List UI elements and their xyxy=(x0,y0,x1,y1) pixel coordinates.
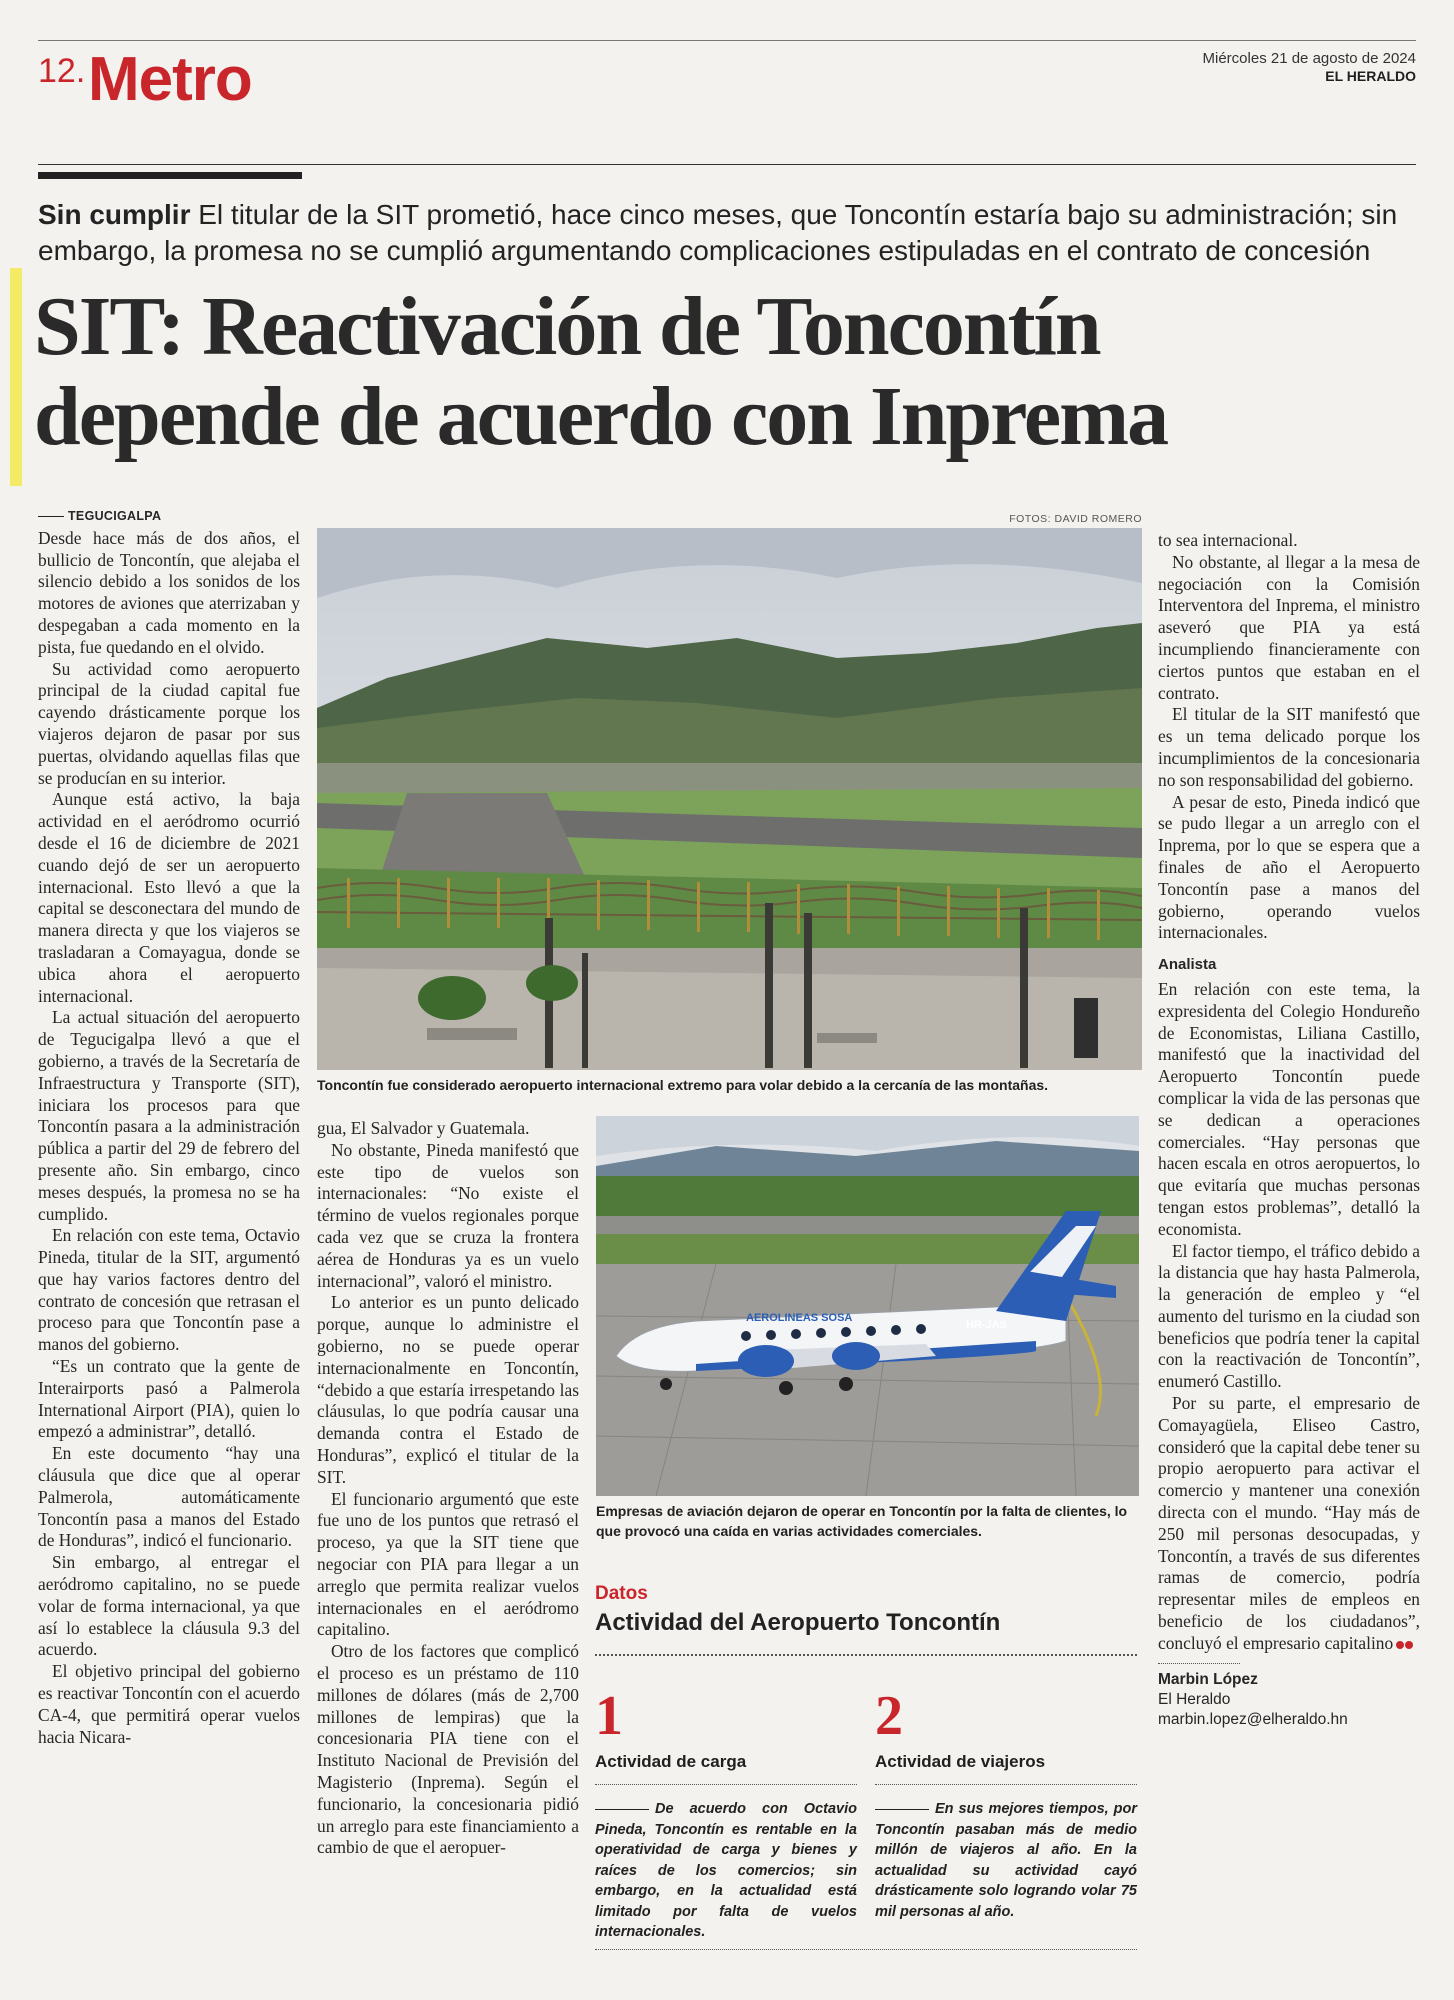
aircraft-registration: HR-JAS xyxy=(966,1319,1007,1331)
data-item-number: 2 xyxy=(875,1685,903,1747)
header-rule xyxy=(38,164,1416,165)
paragraph: Sin embargo, al entregar el aeródromo capitalino, no se puede volar de forma internacional, ya que así lo establece la cláusula 9.3 del acuerdo. xyxy=(38,1552,300,1660)
paragraph: Su actividad como aeropuerto principal de la ciudad capital fue cayendo drásticamente porque los viajeros dejaron de pasar por sus puertas, olvidando aquellas filas que se producían en su interior. xyxy=(38,658,300,788)
paragraph: to sea internacional. xyxy=(1158,530,1298,550)
data-item-passengers xyxy=(875,1685,1137,1922)
paragraph: En relación con este tema, la expresidenta del Colegio Hondureño de Economistas, Liliana Castillo, manifestó que la inactividad del Aeropuerto Toncontín puede complicar la vida de las personas que se dedican a operaciones comerciales. “Hay personas que hacen escala en otros aeropuertos, lo que evitaría que muchas personas tengan estos problemas”, detalló la economista. xyxy=(1158,978,1420,1239)
airline-livery-text: AEROLINEAS SOSA xyxy=(746,1312,853,1324)
paragraph: “Es un contrato que la gente de Interairports pasó a Palmerola International Airport (PIA), quien lo empezó a administrar”, detalló. xyxy=(38,1356,300,1442)
dateline: TEGUCIGALPA xyxy=(38,506,300,528)
byline xyxy=(1158,1670,1420,1730)
header-rule-bar xyxy=(38,172,302,179)
top-rule xyxy=(38,40,1416,41)
byline-outlet: El Heraldo xyxy=(1158,1690,1231,1708)
paragraph: A pesar de esto, Pineda indicó que se pudo llegar a un arreglo con el Inprema, por lo que se espera que a finales de año el Aeropuerto Toncontín pase a manos del gobierno, operando vuelos internacionales. xyxy=(1158,791,1420,943)
paragraph: El factor tiempo, el tráfico debido a la distancia que hay hasta Palmerola, la generación de empleo y “el aumento del turismo en la ciudad son beneficios que podría tener la capital con la reactivación de Toncontín”, enumeró Castillo. xyxy=(1158,1240,1420,1392)
paragraph: El titular de la SIT manifestó que es un tema delicado porque los incumplimientos de la concesionaria no son responsabilidad del gobierno. xyxy=(1158,704,1420,790)
byline-email[interactable]: marbin.lopez@elheraldo.hn xyxy=(1158,1710,1348,1728)
issue-date: Miércoles 21 de agosto de 2024 xyxy=(1202,50,1416,67)
newspaper-name: EL HERALDO xyxy=(1325,68,1416,84)
airport-runway-photo xyxy=(317,528,1142,1070)
paragraph: En este documento “hay una cláusula que dice que al operar Palmerola, automáticamente Toncontín pasa a manos del Estado de Honduras”, indicó el funcionario. xyxy=(38,1443,300,1551)
photo1-caption: Toncontín fue considerado aeropuerto internacional extremo para volar debido a la cercanía de las montañas. xyxy=(317,1077,1049,1093)
data-box-bottom-rule xyxy=(595,1949,1137,1950)
photo2-caption: Empresas de aviación dejaron de operar en Toncontín por la falta de clientes, lo que provocó una caída en varias actividades comerciales. xyxy=(596,1503,1128,1539)
data-item-title: Actividad de viajeros xyxy=(875,1752,1046,1771)
data-item-rule xyxy=(595,1784,857,1785)
paragraph: En relación con este tema, Octavio Pineda, titular de la SIT, argumentó que hay varios factores dentro del contrato de concesión que retrasan el proceso para que Toncontín pase a manos del gobierno. xyxy=(38,1225,300,1355)
paragraph xyxy=(1158,1393,1420,1655)
headline-line-2: depende de acuerdo con Inprema xyxy=(34,370,1168,463)
section-title: Metro xyxy=(88,45,252,114)
paragraph: gua, El Salvador y Guatemala. xyxy=(317,1118,530,1138)
byline-author: Marbin López xyxy=(1158,1670,1258,1688)
lead-text: El titular de la SIT prometió, hace cinco meses, que Toncontín estaría bajo su administración; sin embargo, la promesa no se cumplió argumentando complicaciones estipuladas en el contrato de concesión xyxy=(38,199,1398,266)
byline-rule xyxy=(1158,1663,1240,1664)
photo-credit: FOTOS: DAVID ROMERO xyxy=(1009,513,1142,525)
data-item-cargo xyxy=(595,1685,857,1943)
lead-kicker: Sin cumplir xyxy=(38,199,191,230)
data-box-rule xyxy=(595,1654,1137,1656)
end-mark-icon xyxy=(1396,1641,1404,1649)
data-item-rule xyxy=(875,1784,1137,1785)
paragraph: No obstante, Pineda manifestó que este tipo de vuelos son internacionales: “No existe el término de vuelos regionales porque cada vez que se cruza la frontera aérea de Honduras ya es un vuelo internacional”, valoró el ministro. xyxy=(317,1139,579,1291)
data-item-text: En sus mejores tiempos, por Toncontín pasaban más de medio millón de viajeros al año. En la actualidad su actividad cayó drásticamente solo logrando volar 75 mil personas al año. xyxy=(875,1799,1137,1922)
paragraph: Lo anterior es un punto delicado porque, aunque lo administre el gobierno, no se puede operar internacionalmente en Toncontín, “debido a que estaría irrespetando las cláusulas, lo que podría causar una demanda contra el Estado de Honduras”, explicó el titular de la SIT. xyxy=(317,1292,579,1487)
paragraph: Aunque está activo, la baja actividad en el aeródromo ocurrió desde el 16 de diciembre de 2021 cuando dejó de ser un aeropuerto internacional. Esto llevó a que la capital se desconectara del mundo de manera directa y que los viajeros se trasladaran a Comayagua, donde se ubica ahora el aeropuerto internacional. xyxy=(38,789,300,1006)
analyst-subhead: Analista xyxy=(1158,956,1217,974)
paragraph: El funcionario argumentó que este fue uno de los puntos que retrasó el proceso, ya que la SIT tiene que negociar con PIA para llegar a un arreglo que permita realizar vuelos internacionales en el aeródromo capitalino. xyxy=(317,1488,579,1640)
data-item-text: De acuerdo con Octavio Pineda, Toncontín es rentable en la operatividad de carga y bienes y raíces de los comercios; sin embargo, en la actualidad está limitado por falta de vuelos internacionales. xyxy=(595,1799,857,1943)
lead-summary xyxy=(38,197,1418,269)
article-column-4 xyxy=(1158,530,1420,1730)
airplane-photo xyxy=(596,1116,1139,1496)
data-item-number: 1 xyxy=(595,1685,623,1747)
headline-line-1: SIT: Reactivación de Toncontín xyxy=(34,280,1100,373)
page-number: 12. xyxy=(38,52,86,90)
headline xyxy=(34,282,1434,462)
paragraph-text: Por su parte, el empresario de Comayagüela, Eliseo Castro, consideró que la capital debe tener su propio aeropuerto para activar el comercio y mantener una conexión directa con el mundo. “Hay más de 250 mil personas desocupadas, y Toncontín, a través de sus diferentes ramas de comercio, podría representar miles de empleos en beneficio de los ciudadanos”, concluyó el empresario capitalino xyxy=(1158,1393,1420,1653)
paragraph: La actual situación del aeropuerto de Tegucigalpa llevó a que el gobierno, a través de la Secretaría de Infraestructura y Transporte (SIT), iniciara los procesos para que Toncontín pasara a la administración pública a partir del 29 de febrero del presente año. Sin embargo, cinco meses después, la promesa no se ha cumplido. xyxy=(38,1007,300,1224)
data-box-title: Actividad del Aeropuerto Toncontín xyxy=(595,1609,1001,1636)
runway-photo-image xyxy=(317,528,1142,1070)
paragraph: El objetivo principal del gobierno es reactivar Toncontín con el acuerdo CA-4, que permitirá operar vuelos hacia Nicara- xyxy=(38,1661,300,1747)
paragraph: Otro de los factores que complicó el proceso es un préstamo de 110 millones de dólares (más de 2,700 millones de lempiras) que la concesionaria PIA tiene con el Instituto Nacional de Previsión del Magisterio (Inprema). Según el funcionario, la concesionaria pidió un arreglo para este financiamiento a cambio de que el aeropuer- xyxy=(317,1641,579,1858)
paragraph: No obstante, al llegar a la mesa de negociación con la Comisión Interventora del Inprema, el ministro aseveró que PIA ya está incumpliendo financieramente con ciertos puntos que estaban en el contrato. xyxy=(1158,551,1420,703)
end-mark-icon xyxy=(1405,1641,1413,1649)
article-column-2 xyxy=(317,1118,579,1859)
data-item-title: Actividad de carga xyxy=(595,1752,747,1771)
data-box-label: Datos xyxy=(595,1583,648,1604)
article-column-1 xyxy=(38,506,300,1748)
paragraph: Desde hace más de dos años, el bullicio de Toncontín, que alejaba el silencio debido a los sonidos de los motores de aviones que aterrizaban y despegaban a cada momento en la pista, fue quedando en el olvido. xyxy=(38,527,300,657)
highlighter-mark xyxy=(10,268,22,486)
airplane-photo-image xyxy=(596,1116,1139,1496)
